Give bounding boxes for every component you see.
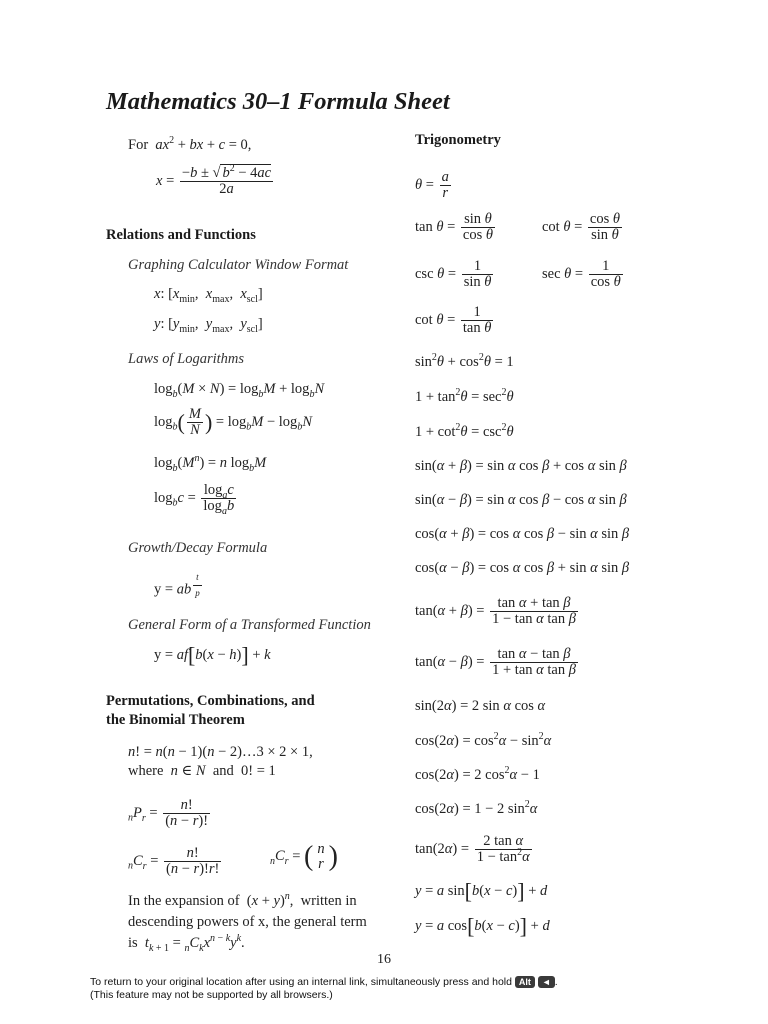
tangent-identity: tan θ = $\frac{\text{sin θ}}{\text{cos θ}}$ — [415, 211, 493, 243]
quadratic-intro: For — [128, 137, 149, 153]
log-power-rule: $\log_b(M^n) = n$ $\log_bM$ — [154, 453, 267, 474]
cosecant-identity: csc θ = $\frac{1}{\text{sin θ}}$ — [415, 258, 492, 290]
transformed-function-formula: y = af[b(x − h)] + k — [154, 642, 271, 668]
secant-identity: sec θ = $\frac{1}{\text{cos θ}}$ — [542, 258, 621, 290]
heading-growth-decay: Growth/Decay Formula — [128, 540, 268, 556]
log-product-rule: $\log_b(M \times N) = \log_bM + \log_bN$ — [154, 381, 325, 400]
footer-instruction: To return to your original location after using an internal link, simultaneously press and hold — [90, 976, 512, 988]
page-title: Mathematics 30–1 Formula Sheet — [106, 88, 450, 115]
binomial-theorem-text — [128, 891, 388, 954]
sine-difference-identity: sin(α − β) = sin α cos β − cos α sin β — [415, 492, 627, 508]
heading-general-form: General Form of a Transformed Function — [128, 617, 371, 633]
cotangent-reciprocal-identity: cot θ = $\frac{1}{\text{tan θ}}$ — [415, 304, 492, 336]
log-change-of-base: $\log_bc$ = $\frac{\log_ac}{\log_ab}$ — [154, 482, 235, 517]
factorial-condition: where n ∈ N and 0! = 1 — [128, 763, 276, 779]
heading-laws-logarithms: Laws of Logarithms — [128, 351, 245, 367]
binomial-line-1: In the expansion of $(x + y)^n$, written in — [128, 891, 357, 909]
quadratic-formula: x = $\frac{-b \pm √ b^2 - 4ac}{2a}$ — [156, 163, 272, 197]
binomial-line-3: is $t_{k + 1} = _nC_kx^{n - k}y^k$. — [128, 933, 245, 954]
combination-notation: $_nC_r$ = ( n r ) — [270, 841, 338, 872]
factorial-definition: n! = n(n − 1)(n − 2)…3 × 2 × 1, — [128, 744, 313, 760]
page-number: 16 — [377, 952, 391, 967]
footer-line-1: To return to your original location after using an internal link, simultaneously press and hold Alt ◄ . — [90, 976, 558, 988]
binomial-text-1: In the expansion of — [128, 893, 240, 909]
sinusoidal-cosine-form: y = a cos[b(x − c)] + d — [415, 913, 550, 939]
heading-permutations — [106, 692, 315, 730]
cosine-difference-identity: cos(α − β) = cos α cos β + sin α sin β — [415, 560, 630, 576]
combination-formula: $_nC_r$ = $\frac{n!}{(n - r)!r!}$ — [128, 845, 220, 877]
footer-note — [90, 976, 558, 1002]
factorial-where-label: where — [128, 763, 164, 779]
quadratic-equation: For $ax^2$ + bx + c = 0, — [128, 135, 252, 153]
cotangent-quotient-identity: cot θ = $\frac{\text{cos θ}}{\text{sin θ}}$ — [542, 211, 620, 243]
heading-permutations-line-2: the Binomial Theorem — [106, 712, 245, 728]
sinusoidal-sine-form: y = a sin[b(x − c)] + d — [415, 878, 548, 904]
log-quotient-rule: $\log_b$( $\frac{M}{N}$ ) = $\log_bM - \log_bN$ — [154, 406, 312, 438]
cosine-sum-identity: cos(α + β) = cos α cos β − sin α sin β — [415, 526, 630, 542]
binomial-line-2: descending powers of x, the general term — [128, 914, 367, 930]
cosine-double-angle-1: $\cos(2\alpha) = \cos^2\alpha - \sin^2\alpha$ — [415, 731, 552, 749]
factorial-and-label: and — [212, 763, 234, 779]
pythagorean-identity-3: $1 + \cot^2\theta = \csc^2\theta$ — [415, 422, 514, 440]
heading-trigonometry: Trigonometry — [415, 132, 501, 148]
cosine-double-angle-2: cos(2α) = 2 $\cos^2\alpha - 1$ — [415, 765, 540, 783]
tangent-sum-identity: tan(α + β) = $\frac{\text{tan α + tan β}}{\text{1 − tan α tan β}}$ — [415, 595, 576, 627]
sine-sum-identity: sin(α + β) = sin α cos β + cos α sin β — [415, 458, 627, 474]
tangent-difference-identity: tan(α − β) = $\frac{\text{tan α − tan β}}{\text{1 + tan α tan β}}$ — [415, 646, 576, 678]
window-y-format: y: [$y_{min}$, $y_{max}$, $y_{scl}$] — [154, 316, 263, 335]
heading-permutations-line-1: Permutations, Combinations, and — [106, 693, 315, 709]
window-x-format: x: [$x_{min}$, $x_{max}$, $x_{scl}$] — [154, 286, 263, 305]
pythagorean-identity-1: $\sin^2\theta + \cos^2\theta = 1$ — [415, 352, 514, 370]
sine-double-angle: sin(2α) = 2 sin α cos α — [415, 698, 546, 714]
heading-relations-functions: Relations and Functions — [106, 227, 256, 243]
alt-key-badge: Alt — [515, 976, 535, 988]
binomial-text-2: written in — [300, 893, 357, 909]
cosine-double-angle-3: cos(2α) = 1 − 2 $\sin^2\alpha$ — [415, 799, 538, 817]
permutation-formula: $_nP_r$ = $\frac{n!}{(n - r)!}$ — [128, 797, 209, 829]
arc-length-formula: θ = $\frac{a}{r}$ — [415, 169, 449, 201]
tangent-double-angle: tan(2α) = $\frac{\text{2 tan α}}{1 - \tan^2\alpha}$ — [415, 833, 530, 865]
left-arrow-key-icon: ◄ — [538, 976, 555, 988]
footer-line-2: (This feature may not be supported by all browsers.) — [90, 989, 333, 1001]
growth-decay-formula: y = ab $^{\frac{t}{p}}$ — [154, 572, 200, 598]
heading-window-format: Graphing Calculator Window Format — [128, 257, 349, 273]
binomial-text-4: is — [128, 935, 138, 951]
pythagorean-identity-2: $1 + \tan^2\theta = \sec^2\theta$ — [415, 387, 514, 405]
